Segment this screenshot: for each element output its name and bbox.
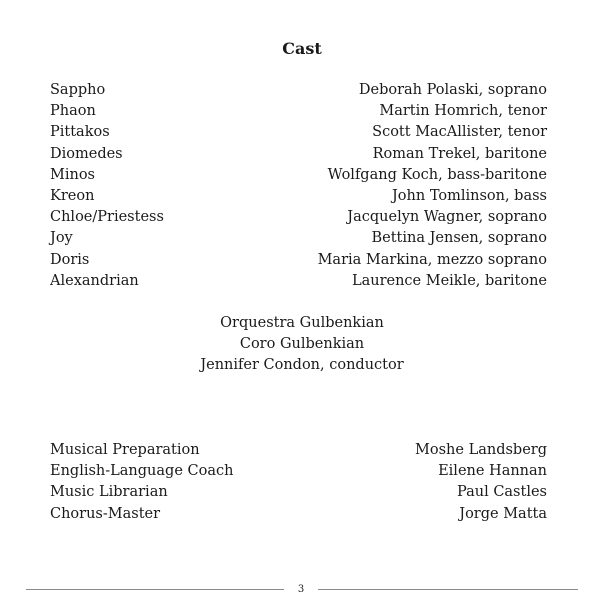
performer-name: Maria Markina, mezzo soprano — [317, 251, 547, 268]
role-name: Pittakos — [50, 124, 110, 141]
performer-name: John Tomlinson, bass — [391, 187, 547, 204]
cast-row — [50, 250, 547, 271]
performer-name: Martin Homrich, tenor — [379, 103, 547, 120]
performer-name: Roman Trekel, baritone — [372, 145, 547, 162]
page-title: Cast — [282, 39, 322, 58]
staff-role: Chorus-Master — [50, 505, 161, 522]
staff-row — [50, 461, 547, 482]
ensemble-block — [0, 313, 590, 377]
role-name: Alexandrian — [50, 272, 139, 289]
orchestra-name: Orquestra Gulbenkian — [220, 315, 384, 331]
staff-row — [50, 440, 547, 461]
staff-role: English-Language Coach — [50, 463, 234, 480]
staff-name: Moshe Landsberg — [415, 442, 547, 458]
staff-row — [50, 504, 547, 525]
role-name: Phaon — [50, 103, 96, 120]
cast-row — [50, 80, 547, 101]
cast-list — [50, 80, 547, 292]
footer-rule-left — [26, 589, 284, 590]
role-name: Kreon — [50, 187, 95, 204]
role-name: Chloe/Priestess — [50, 209, 164, 226]
performer-name: Scott MacAllister, tenor — [372, 124, 547, 141]
performer-name: Jacquelyn Wagner, soprano — [347, 209, 547, 226]
choir-name: Coro Gulbenkian — [239, 336, 365, 353]
staff-name: Jorge Matta — [459, 505, 547, 522]
performer-name: Wolfgang Koch, bass-baritone — [327, 166, 547, 183]
role-name: Diomedes — [50, 145, 123, 162]
conductor-name: Jennifer Condon, conductor — [200, 357, 404, 374]
role-name: Minos — [50, 166, 95, 183]
staff-role: Musical Preparation — [50, 442, 200, 458]
cast-row — [50, 228, 547, 249]
cast-row — [50, 101, 547, 122]
role-name: Sappho — [50, 82, 106, 98]
staff-role: Music Librarian — [50, 484, 168, 501]
staff-name: Paul Castles — [456, 484, 547, 501]
role-name: Doris — [50, 251, 90, 268]
cast-row — [50, 122, 547, 143]
footer-rule-right — [318, 589, 578, 590]
staff-row — [50, 482, 547, 503]
cast-row — [50, 271, 547, 292]
performer-name: Bettina Jensen, soprano — [371, 230, 547, 247]
cast-row — [50, 207, 547, 228]
cast-row — [50, 165, 547, 186]
page-number: 3 — [297, 584, 305, 595]
performer-name: Deborah Polaski, soprano — [358, 82, 547, 98]
cast-row — [50, 186, 547, 207]
performer-name: Laurence Meikle, baritone — [351, 272, 547, 289]
page-footer — [26, 580, 578, 600]
staff-name: Eilene Hannan — [438, 463, 547, 480]
staff-list — [50, 440, 547, 525]
cast-row — [50, 144, 547, 165]
role-name: Joy — [50, 230, 73, 247]
